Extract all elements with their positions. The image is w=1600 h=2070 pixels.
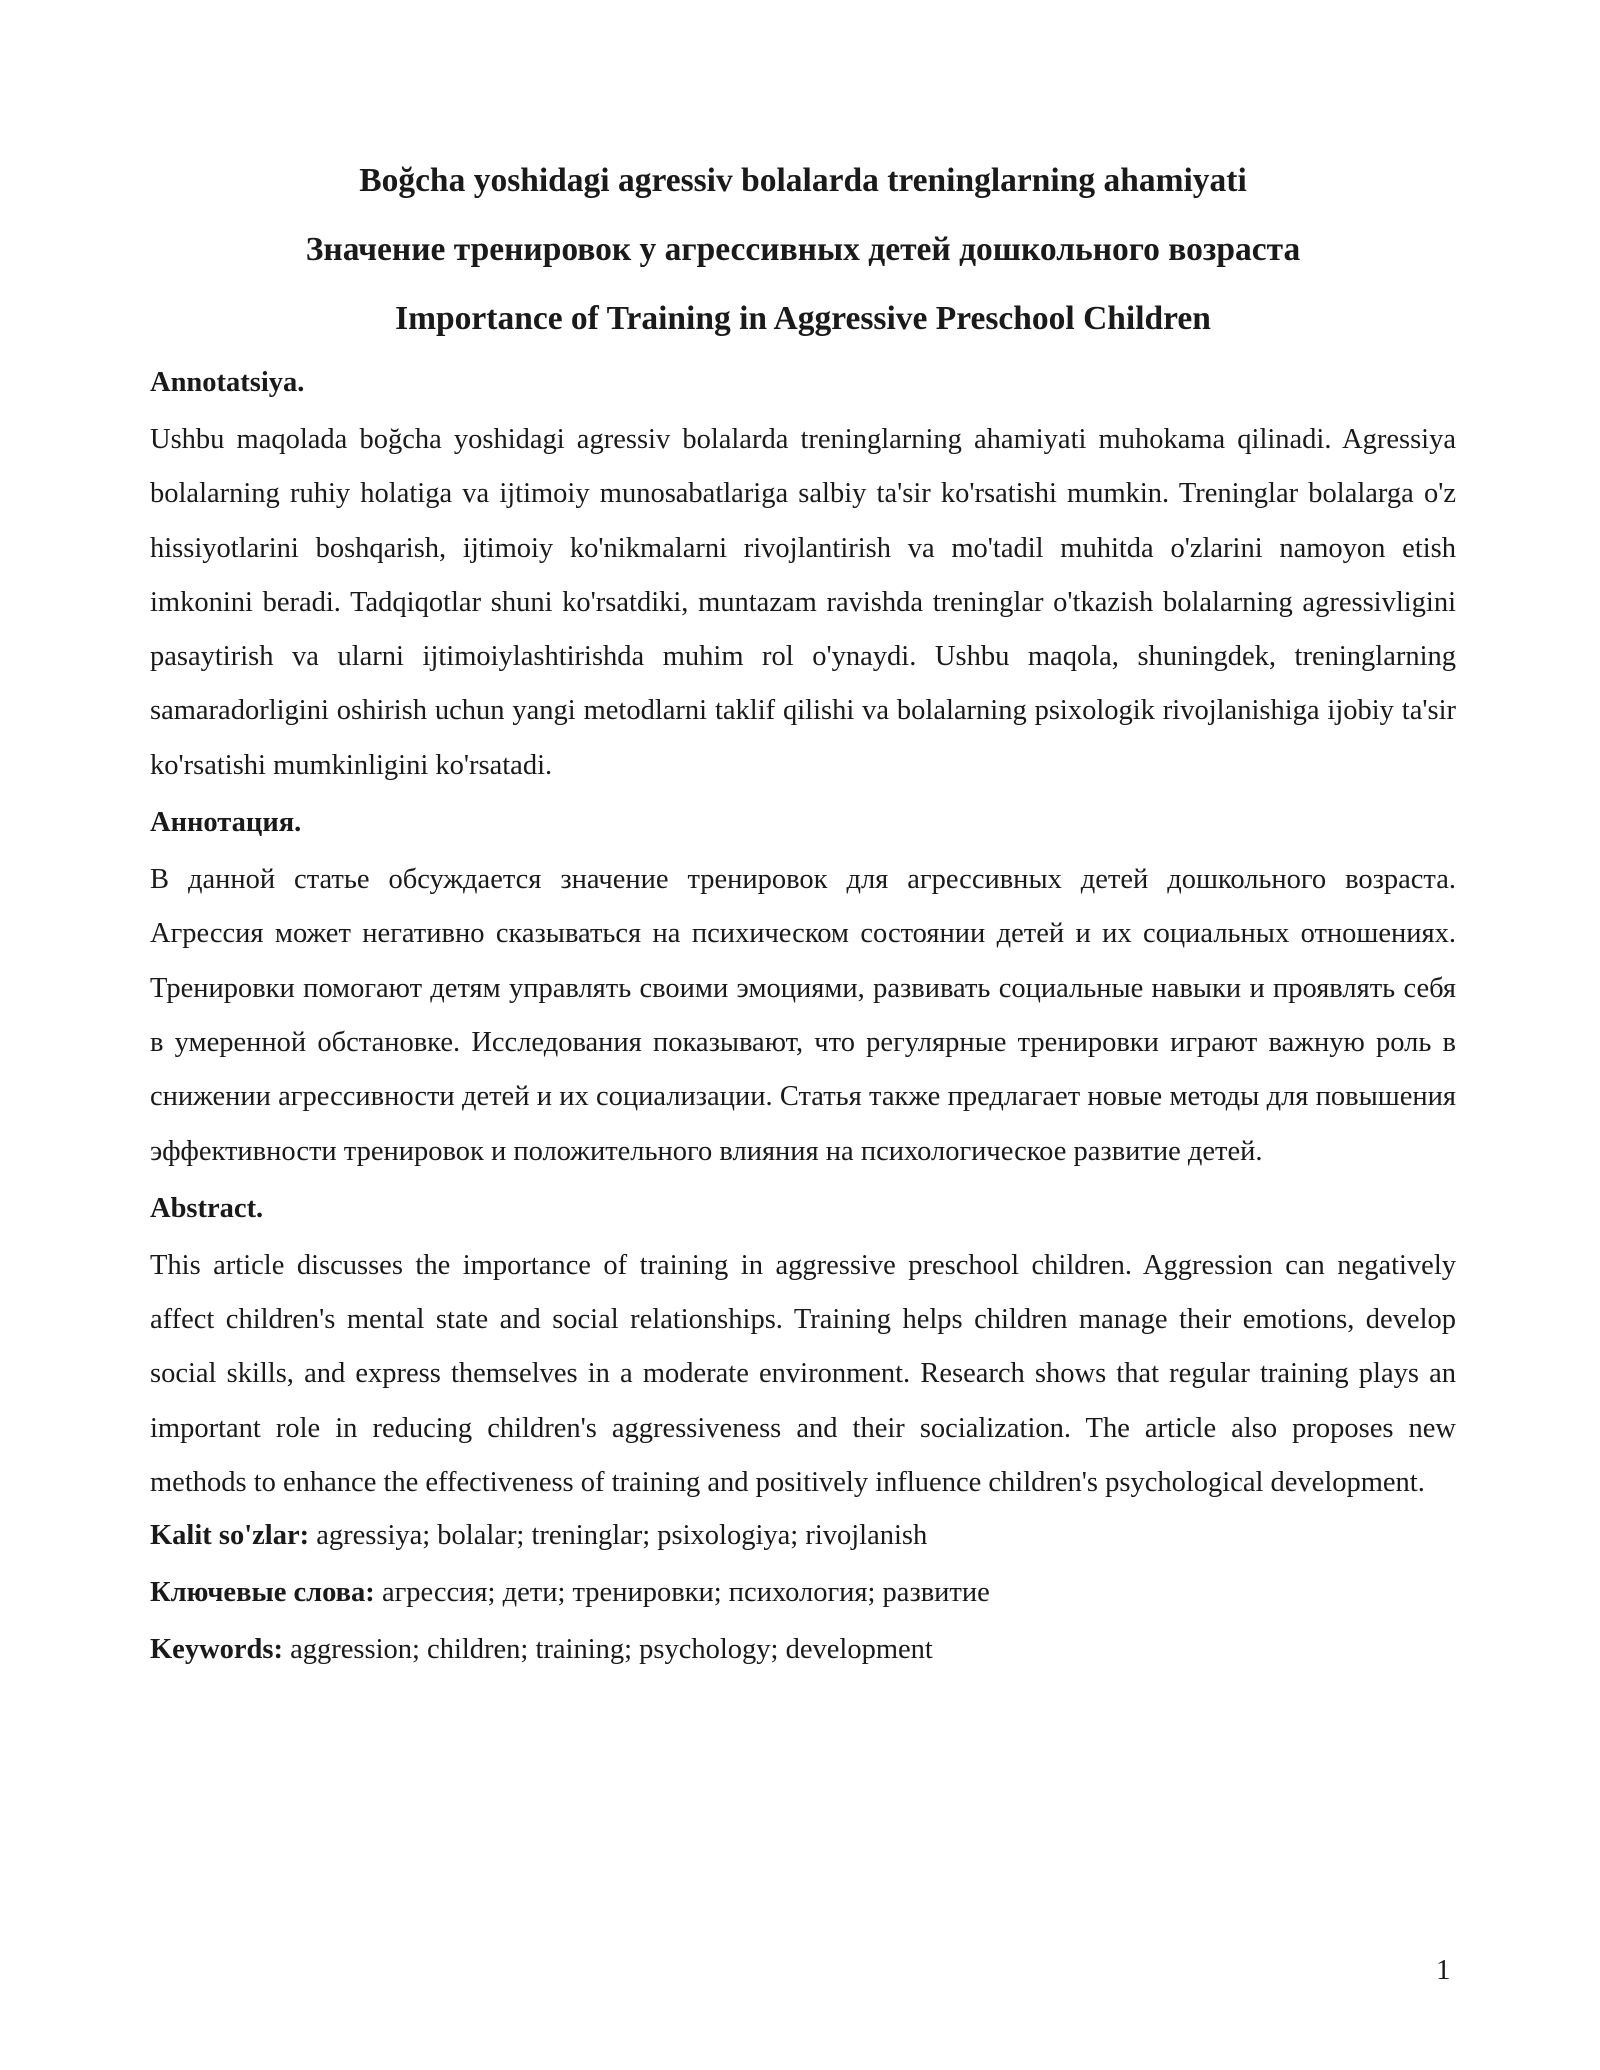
keywords-russian: [150, 1573, 1456, 1613]
title-uzbek: Boğcha yoshidagi agressiv bolalarda treninglarning ahamiyati: [359, 162, 1247, 199]
keywords-uzbek-value: agressiya; bolalar; treninglar; psixologiya; rivojlanish: [309, 1520, 928, 1552]
keywords-english-label: Keywords:: [150, 1634, 283, 1666]
keywords-block: [150, 1516, 1456, 1670]
annotation-russian-section: [150, 803, 1456, 1179]
keywords-english: [150, 1630, 1456, 1670]
page-number: 1: [1436, 1954, 1451, 1986]
keywords-uzbek: [150, 1516, 1456, 1556]
title-russian: Значение тренировок у агрессивных детей дошкольного возраста: [305, 231, 1301, 268]
annotation-uzbek-section: [150, 363, 1456, 793]
annotation-russian-heading: Аннотация.: [150, 807, 302, 839]
keywords-russian-label: Ключевые слова:: [150, 1577, 375, 1609]
annotation-uzbek-heading: Annotatsiya.: [150, 367, 305, 398]
keywords-uzbek-label: Kalit so'zlar:: [150, 1520, 310, 1552]
annotation-russian-text: В данной статье обсуждается значение тренировок для агрессивных детей дошкольного возраста. Агрессия может негативно сказываться на психическом состоянии детей и их социальных отношениях. Тренировки помогают детям управлять своими эмоциями, развивать социальные навыки и проявлять себя в умеренной обстановке. Исследования показывают, что регулярные тренировки играют важную роль в снижении агрессивности детей и их социализации. Статья также предлагает новые методы для повышения эффективности тренировок и положительного влияния на психологическое развитие детей.: [150, 864, 1456, 1167]
keywords-russian-value: агрессия; дети; тренировки; психология; развитие: [374, 1577, 990, 1609]
abstract-english-heading: Abstract.: [150, 1192, 264, 1224]
page-content: [150, 146, 1456, 1687]
abstract-english-section: [150, 1189, 1456, 1510]
abstract-english-text: This article discusses the importance of training in aggressive preschool children. Aggression can negatively affect children's mental state and social relationships. Training helps children manage their emotions, develop social skills, and express themselves in a moderate environment. Research shows that regular training plays an important role in reducing children's aggressiveness and their socialization. The article also proposes new methods to enhance the effectiveness of training and positively influence children's psychological development.: [150, 1249, 1456, 1499]
annotation-uzbek-text: Ushbu maqolada boğcha yoshidagi agressiv bolalarda treninglarning ahamiyati muhokama qilinadi. Agressiya bolalarning ruhiy holatiga va ijtimoiy munosabatlariga salbiy ta'sir ko'rsatishi mumkin. Treninglar bolalarga o'z hissiyotlarini boshqarish, ijtimoiy ko'nikmalarni rivojlantirish va mo'tadil muhitda o'zlarini namoyon etish imkonini beradi. Tadqiqotlar shuni ko'rsatdiki, muntazam ravishda treninglar o'tkazish bolalarning agressivligini pasaytirish va ularni ijtimoiylashtirishda muhim rol o'ynaydi. Ushbu maqola, shuningdek, treninglarning samaradorligini oshirish uchun yangi metodlarni taklif qilishi va bolalarning psixologik rivojlanishiga ijobiy ta'sir ko'rsatishi mumkinligini ko'rsatadi.: [150, 424, 1456, 781]
keywords-english-value: aggression; children; training; psychology; development: [282, 1634, 933, 1666]
title-english: Importance of Training in Aggressive Preschool Children: [395, 300, 1211, 337]
